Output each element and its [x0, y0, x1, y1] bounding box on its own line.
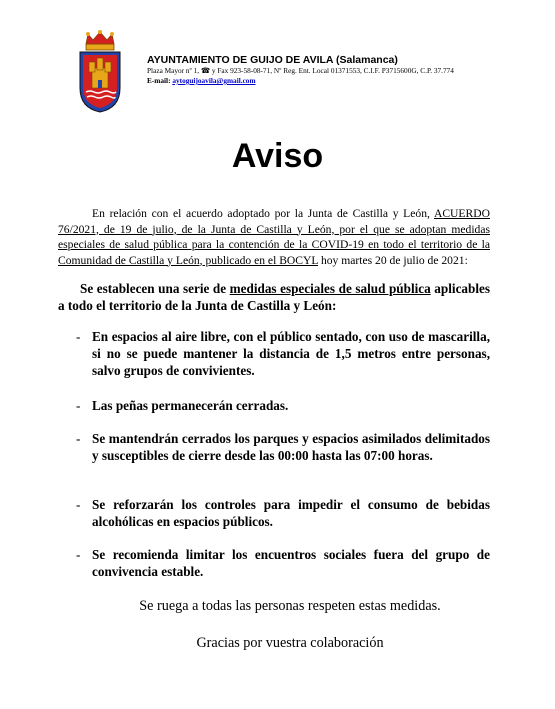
- intro-paragraph: [58, 206, 490, 268]
- list-item: [58, 546, 490, 580]
- intro-text-start: En relación con el acuerdo adoptado por la Junta de Castilla y León,: [92, 207, 434, 220]
- measure-text: Se mantendrán cerrados los parques y espacios asimilados delimitados y susceptibles de cierre desde las 00:00 hasta las 07:00 horas.: [92, 431, 490, 463]
- list-item: [58, 430, 490, 464]
- lead-text-end: aplicables a todo el territorio de la Junta de Castilla y León:: [58, 281, 490, 313]
- list-dash: -: [76, 329, 81, 344]
- measure-text: Se reforzarán los controles para impedir el consumo de bebidas alcohólicas en espacios públicos.: [92, 497, 490, 529]
- intro-text-end: hoy martes 20 de julio de 2021:: [318, 253, 468, 267]
- lead-underlined: medidas especiales de salud pública: [229, 281, 431, 296]
- email-link[interactable]: aytoguijoavila@gmail.com: [172, 76, 256, 85]
- list-item: [58, 397, 490, 414]
- measures-lead: [58, 280, 490, 314]
- list-item: [58, 496, 490, 530]
- closing-thanks: Gracias por vuestra colaboración: [196, 635, 384, 651]
- list-dash: -: [76, 398, 81, 413]
- measure-text: En espacios al aire libre, con el público sentado, con uso de mascarilla, si no se puede mantener la distancia de 1,5 metros entre personas, salvo grupos de convivientes.: [92, 329, 490, 378]
- page-title: Aviso: [231, 137, 324, 175]
- closing-request: Se ruega a todas las personas respeten estas medidas.: [139, 598, 441, 614]
- email-line: [147, 76, 256, 85]
- list-dash: -: [76, 431, 81, 446]
- acuerdo-link[interactable]: ACUERDO 76/2021, de 19 de julio, de la Junta de Castilla y León, por el que se adoptan medidas especiales de salud pública para la contención de la COVID-19 en todo el territorio de la Comunidad de Castilla y León, publicado en el BOCYL: [58, 207, 490, 267]
- municipal-crest-icon: [76, 30, 124, 114]
- measure-text: Se recomienda limitar los encuentros sociales fuera del grupo de convivencia estable.: [92, 547, 490, 579]
- organization-name: AYUNTAMIENTO DE GUIJO DE AVILA (Salamanca): [147, 54, 398, 66]
- list-dash: -: [76, 497, 81, 512]
- list-item: [58, 328, 490, 379]
- measure-text: Las peñas permanecerán cerradas.: [92, 398, 289, 413]
- list-dash: -: [76, 547, 81, 562]
- address-line: Plaza Mayor nº 1, ☎ y Fax 923-58-08-71, Nº Reg. Ent. Local 01371553, C.I.F. P3715600G, C.P. 37.774: [147, 66, 454, 75]
- email-label: E-mail:: [147, 76, 171, 85]
- lead-text-start: Se establecen una serie de: [80, 281, 230, 296]
